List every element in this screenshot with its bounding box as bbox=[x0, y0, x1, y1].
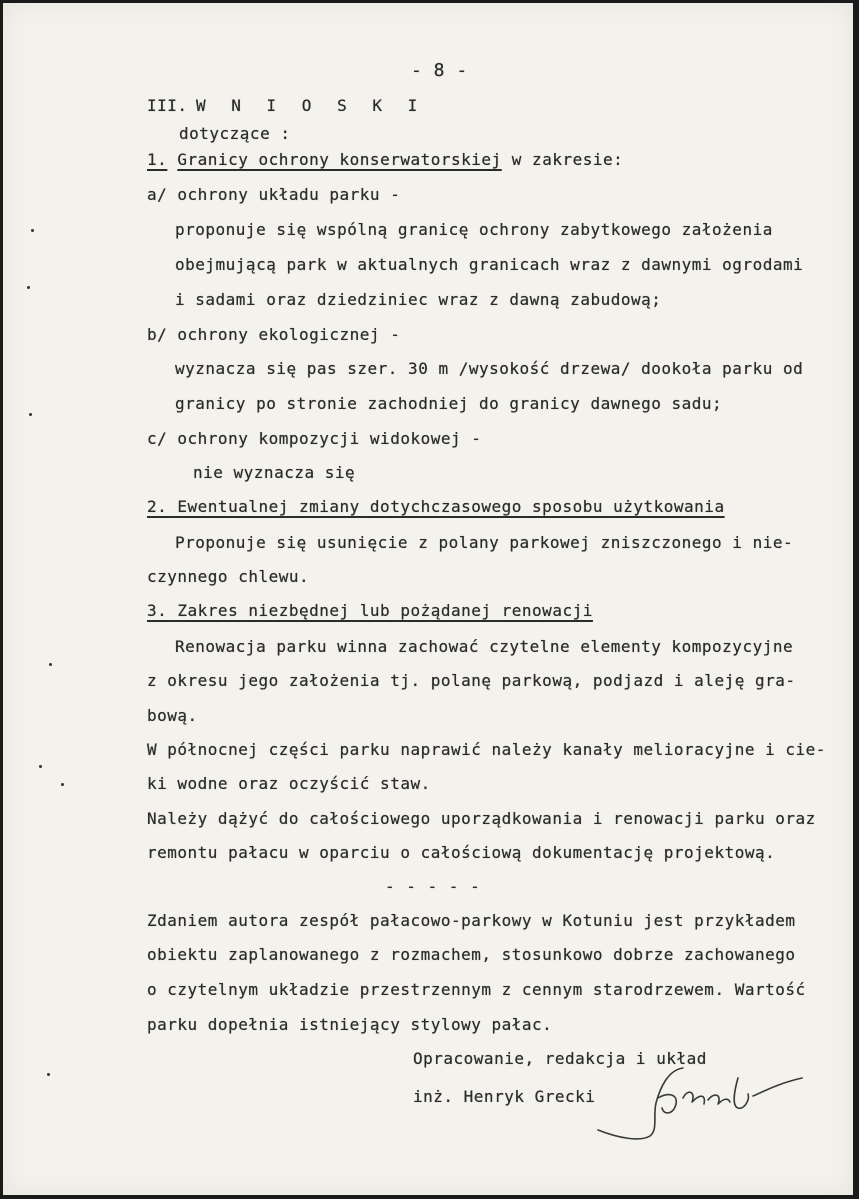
item-2-heading: 2. Ewentualnej zmiany dotychczasowego sposobu użytkowania bbox=[147, 497, 725, 516]
separator: - - - - - bbox=[385, 877, 481, 896]
item-c-line-1: nie wyznacza się bbox=[193, 463, 356, 482]
item-3-line-3: bową. bbox=[147, 706, 198, 725]
item-3-line-6: Należy dążyć do całościowego uporządkowania i renowacji parku oraz bbox=[147, 809, 816, 828]
item-2-line-1: Proponuje się usunięcie z polany parkowej zniszczonego i nie- bbox=[175, 533, 794, 552]
conclusion-line-4: parku dopełnia istniejący stylowy pałac. bbox=[147, 1015, 553, 1034]
margin-dot bbox=[31, 229, 34, 232]
margin-dot bbox=[49, 663, 52, 666]
item-3-heading: 3. Zakres niezbędnej lub pożądanej renowacji bbox=[147, 601, 593, 620]
item-a-line-3: i sadami oraz dziedziniec wraz z dawną zabudową; bbox=[175, 290, 662, 309]
item-a-line-1: proponuje się wspólną granicę ochrony zabytkowego założenia bbox=[175, 220, 773, 239]
item-1-number: 1. bbox=[147, 150, 168, 169]
page-number: - 8 - bbox=[411, 60, 468, 81]
item-3-line-4: W północnej części parku naprawić należy kanały melioracyjne i cie- bbox=[147, 740, 826, 759]
item-c-label: c/ ochrony kompozycji widokowej - bbox=[147, 429, 482, 448]
margin-dot bbox=[29, 413, 32, 416]
handwritten-signature bbox=[588, 1058, 818, 1148]
conclusion-line-3: o czytelnym układzie przestrzennym z cennym starodrzewem. Wartość bbox=[147, 980, 806, 999]
item-3-line-7: remontu pałacu w oparciu o całościową dokumentację projektową. bbox=[147, 843, 776, 862]
item-1-title: Granicy ochrony konserwatorskiej bbox=[177, 150, 502, 169]
margin-dot bbox=[61, 783, 64, 786]
item-3-line-5: ki wodne oraz oczyścić staw. bbox=[147, 774, 431, 793]
item-a-line-2: obejmującą park w aktualnych granicach wraz z dawnymi ogrodami bbox=[175, 255, 804, 274]
item-b-line-1: wyznacza się pas szer. 30 m /wysokość drzewa/ dookoła parku od bbox=[175, 359, 804, 378]
item-1-heading bbox=[147, 150, 623, 170]
conclusion-line-1: Zdaniem autora zespół pałacowo-parkowy w Kotuniu jest przykładem bbox=[147, 911, 796, 930]
item-2-line-2: czynnego chlewu. bbox=[147, 567, 310, 586]
credit-line: Opracowanie, redakcja i układ bbox=[413, 1049, 707, 1068]
item-3-line-1: Renowacja parku winna zachować czytelne elementy kompozycyjne bbox=[175, 637, 794, 656]
item-3-line-2: z okresu jego założenia tj. polanę parkową, podjazd i aleję gra- bbox=[147, 671, 796, 690]
section-title: W N I O S K I bbox=[196, 96, 426, 115]
item-b-label: b/ ochrony ekologicznej - bbox=[147, 325, 401, 344]
section-roman: III. bbox=[147, 96, 188, 115]
item-1-rest: w zakresie: bbox=[501, 150, 624, 169]
conclusion-line-2: obiektu zaplanowanego z rozmachem, stosunkowo dobrze zachowanego bbox=[147, 945, 796, 964]
document-page bbox=[3, 3, 853, 1195]
item-b-line-2: granicy po stronie zachodniej do granicy dawnego sadu; bbox=[175, 394, 723, 413]
item-a-label: a/ ochrony układu parku - bbox=[147, 185, 401, 204]
margin-dot bbox=[27, 286, 30, 289]
subtitle: dotyczące : bbox=[179, 124, 291, 143]
margin-dot bbox=[47, 1073, 50, 1076]
margin-dot bbox=[39, 765, 42, 768]
author-name: inż. Henryk Grecki bbox=[413, 1087, 596, 1106]
